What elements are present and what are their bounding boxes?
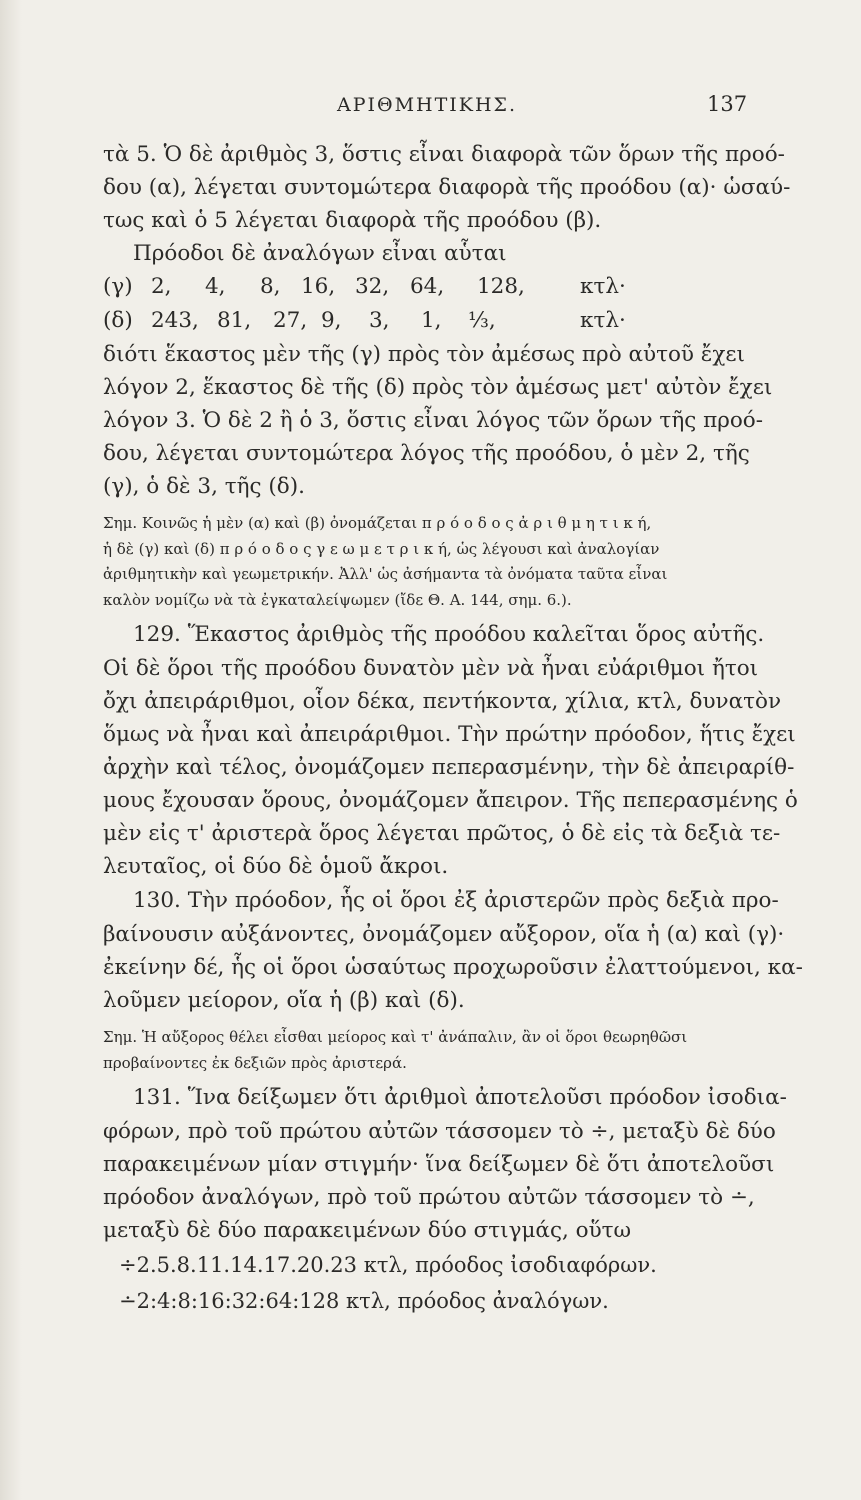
sequence-term: 16, — [301, 274, 336, 299]
text-line: μεταξὺ δὲ δύο παρακειμένων δύο στιγμάς, οὕτω — [103, 1218, 632, 1243]
page-number: 137 — [707, 92, 748, 116]
text-line: ὅμως νὰ ἦναι καὶ ἀπειράριθμοι. Τὴν πρώτην πρόοδον, ἥτις ἔχει — [103, 722, 796, 747]
footnote-line: Σημ. Κοινῶς ἡ μὲν (α) καὶ (β) ὀνομάζεται π ρ ό ο δ ο ς ἀ ρ ι θ μ η τ ι κ ή, — [103, 514, 652, 532]
text-line: μὲν εἰς τ' ἀριστερὰ ὅρος λέγεται πρῶτος, ὁ δὲ εἰς τὰ δεξιὰ τε- — [103, 821, 781, 846]
formula-geometric-progression: ∸2:4:8:16:32:64:128 κτλ, πρόοδος ἀναλόγων. — [119, 1289, 609, 1313]
sequence-label: (δ) — [103, 308, 133, 333]
text-line: ἐκείνην δέ, ἧς οἱ ὅροι ὡσαύτως προχωροῦσιν ἐλαττούμενοι, κα- — [103, 955, 803, 980]
sequence-term: 32, — [355, 274, 390, 299]
sequence-term: 243, — [151, 308, 199, 333]
text-line: λόγον 2, ἕκαστος δὲ τῆς (δ) πρὸς τὸν ἀμέσως μετ' αὐτὸν ἔχει — [103, 375, 773, 400]
text-line: Πρόοδοι δὲ ἀναλόγων εἶναι αὗται — [133, 241, 507, 266]
text-line: δου (α), λέγεται συντομώτερα διαφορὰ τῆς προόδου (α)· ὡσαύ- — [103, 175, 791, 200]
footnote-line: ἡ δὲ (γ) καὶ (δ) π ρ ό ο δ ο ς γ ε ω μ ε τ ρ ι κ ή, ὡς λέγουσι καὶ ἀναλογίαν — [103, 539, 660, 558]
sequence-term: 4, — [205, 274, 226, 299]
sequence-term: 3, — [369, 308, 390, 333]
sequence-term: ⅓, — [468, 308, 496, 333]
sequence-term: 128, — [477, 274, 525, 299]
running-head: ΑΡΙΘΜΗΤΙΚΗΣ. — [337, 94, 518, 116]
section-129-start: 129. Ἕκαστος ἀριθμὸς τῆς προόδου καλεῖται ὅρος αὐτῆς. — [133, 622, 765, 647]
page-edge-shadow — [0, 0, 22, 1500]
section-131-start: 131. Ἵνα δείξωμεν ὅτι ἀριθμοὶ ἀποτελοῦσι πρόοδον ἰσοδια- — [133, 1085, 787, 1110]
formula-arithmetic-progression: ÷2.5.8.11.14.17.20.23 κτλ, πρόοδος ἰσοδιαφόρων. — [119, 1253, 657, 1277]
sequence-term: 64, — [410, 274, 445, 299]
text-line: (γ), ὁ δὲ 3, τῆς (δ). — [103, 474, 305, 499]
sequence-label: (γ) — [103, 274, 133, 299]
text-line: πρόοδον ἀναλόγων, πρὸ τοῦ πρώτου αὐτῶν τάσσομεν τὸ ∸, — [103, 1185, 755, 1210]
sequence-term: κτλ· — [580, 308, 626, 333]
body-text — [103, 138, 803, 1319]
sequence-term: 81, — [217, 308, 252, 333]
sequence-term: 27, — [273, 308, 308, 333]
text-line: τως καὶ ὁ 5 λέγεται διαφορὰ τῆς προόδου (β). — [103, 208, 602, 233]
sequence-term: 9, — [321, 308, 342, 333]
text-line: παρακειμένων μίαν στιγμήν· ἵνα δείξωμεν δὲ ὅτι ἀποτελοῦσι — [103, 1152, 775, 1177]
text-line: λόγον 3. Ὁ δὲ 2 ἢ ὁ 3, ὅστις εἶναι λόγος τῶν ὅρων τῆς προό- — [103, 408, 764, 433]
footnote-line: προβαίνοντες ἐκ δεξιῶν πρὸς ἀριστερά. — [103, 1053, 407, 1072]
footnote-line: Σημ. Ἡ αὔξορος θέλει εἶσθαι μείορος καὶ τ' ἀνάπαλιν, ἂν οἱ ὅροι θεωρηθῶσι — [103, 1028, 688, 1046]
text-line: διότι ἕκαστος μὲν τῆς (γ) πρὸς τὸν ἀμέσως πρὸ αὐτοῦ ἔχει — [103, 342, 745, 367]
text-line: λευταῖος, οἱ δύο δὲ ὁμοῦ ἄκροι. — [103, 854, 449, 879]
text-line: Οἱ δὲ ὅροι τῆς προόδου δυνατὸν μὲν νὰ ἦναι εὐάριθμοι ἤτοι — [103, 656, 759, 681]
text-line: μους ἔχουσαν ὅρους, ὀνομάζομεν ἄπειρον. Τῆς πεπερασμένης ὁ — [103, 788, 798, 813]
text-line: ἀρχὴν καὶ τέλος, ὀνομάζομεν πεπερασμένην, τὴν δὲ ἀπειραρίθ- — [103, 755, 795, 780]
sequence-term: κτλ· — [580, 274, 626, 299]
text-line: δου, λέγεται συντομώτερα λόγος τῆς προόδου, ὁ μὲν 2, τῆς — [103, 441, 750, 466]
sequence-term: 8, — [260, 274, 281, 299]
text-line: ὄχι ἀπειράριθμοι, οἷον δέκα, πεντήκοντα, χίλια, κτλ, δυνατὸν — [103, 689, 782, 714]
section-130-start: 130. Τὴν πρόοδον, ἧς οἱ ὅροι ἐξ ἀριστερῶν πρὸς δεξιὰ προ- — [133, 888, 779, 913]
text-line: φόρων, πρὸ τοῦ πρώτου αὐτῶν τάσσομεν τὸ ÷, μεταξὺ δὲ δύο — [103, 1119, 776, 1144]
page-header — [0, 94, 861, 124]
text-line: βαίνουσιν αὐξάνοντες, ὀνομάζομεν αὔξορον, οἵα ἡ (α) καὶ (γ)· — [103, 922, 785, 947]
text-line: τὰ 5. Ὁ δὲ ἀριθμὸς 3, ὅστις εἶναι διαφορὰ τῶν ὅρων τῆς προό- — [103, 142, 785, 167]
text-line: λοῦμεν μείορον, οἵα ἡ (β) καὶ (δ). — [103, 988, 465, 1013]
sequence-delta — [103, 304, 768, 338]
footnote-line: καλὸν νομίζω νὰ τὰ ἐγκαταλείψωμεν (ἴδε Θ. Α. 144, σημ. 6.). — [103, 590, 572, 609]
footnote-line: ἀριθμητικὴν καὶ γεωμετρικήν. Ἀλλ' ὡς ἀσήμαντα τὰ ὀνόματα ταῦτα εἶναι — [103, 565, 668, 583]
sequence-term: 1, — [421, 308, 442, 333]
sequence-term: 2, — [151, 274, 172, 299]
sequence-gamma — [103, 270, 768, 304]
